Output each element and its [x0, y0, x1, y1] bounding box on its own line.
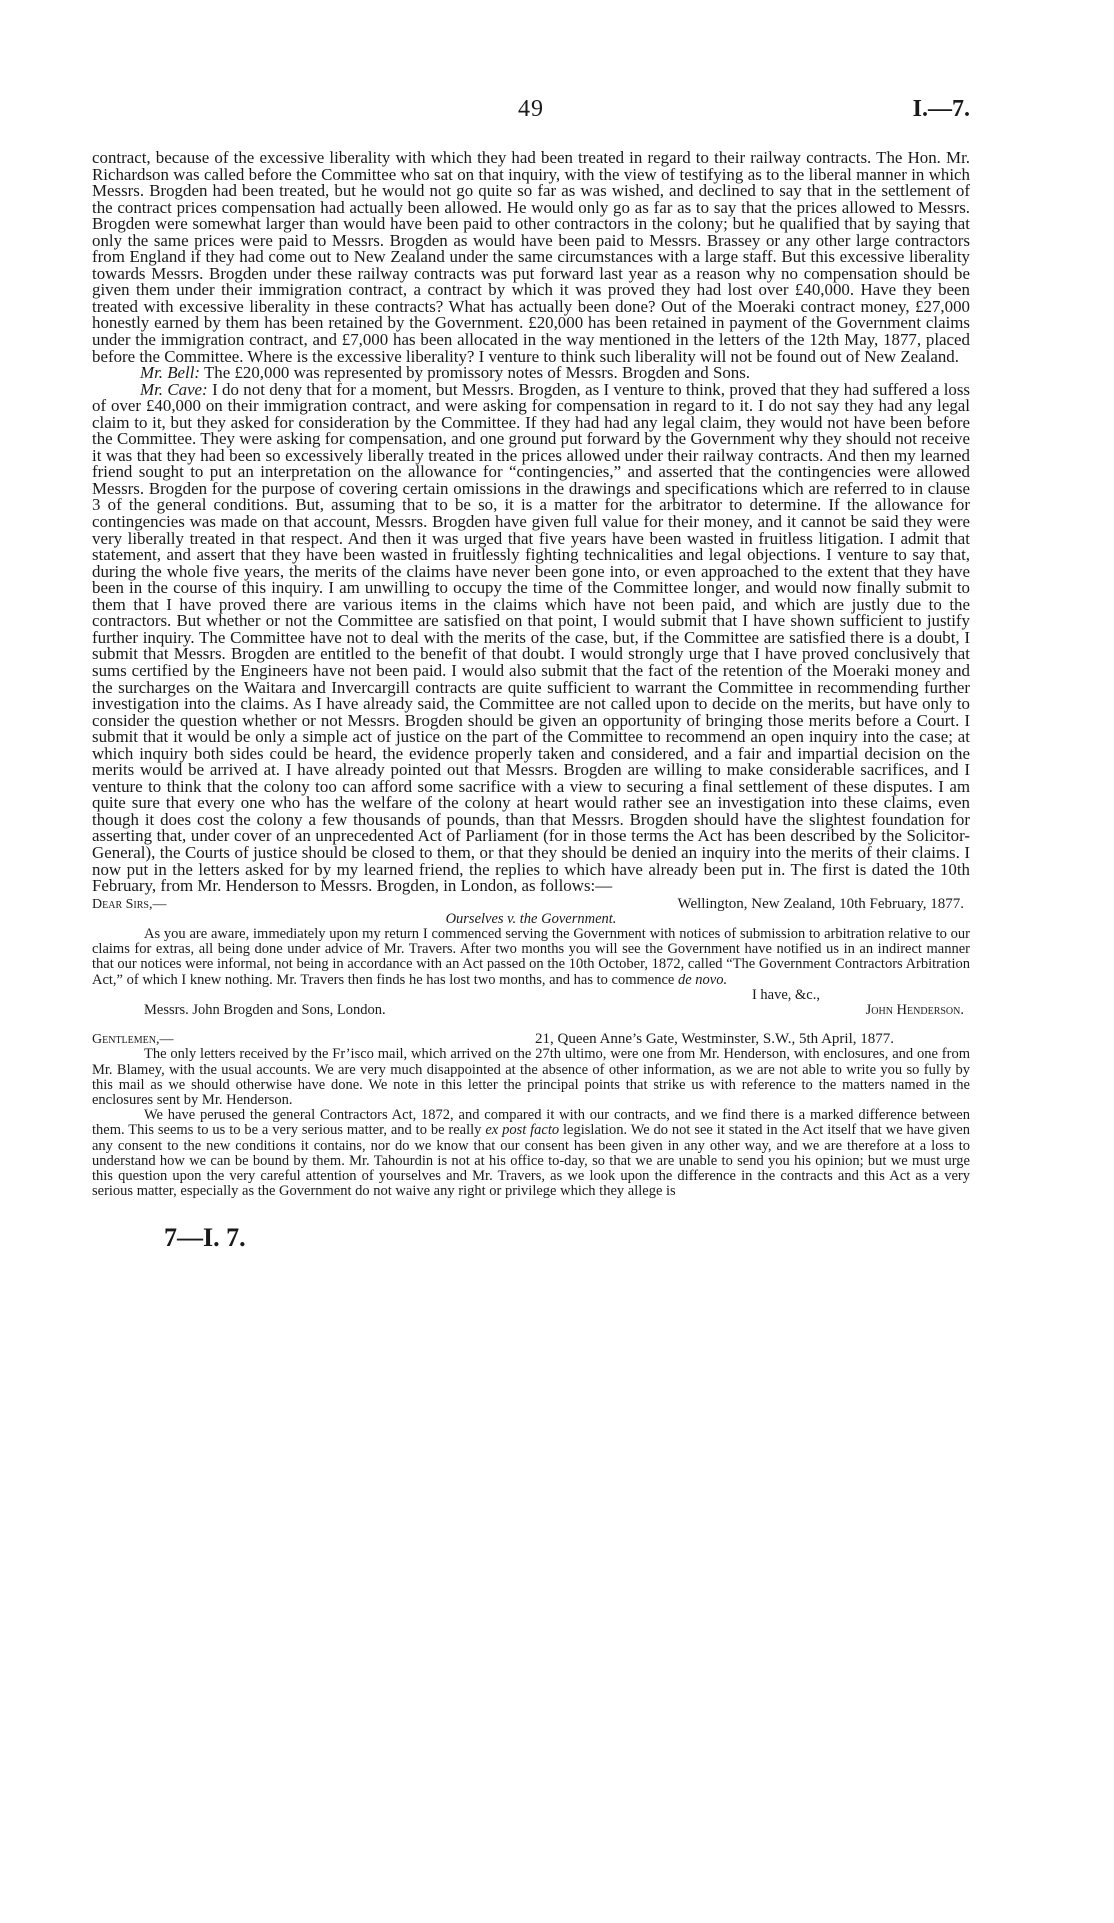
paper-reference: I.—7. [912, 96, 970, 122]
letter-body: The only letters received by the Fr’isco mail, which arrived on the 27th ultimo, were one from Mr. Henderson, with enclosures, and one from Mr. Blamey, with the usual accounts. We are very much disappointed at the absence of other information, as we are not able to write you so fully by this mail as we should otherwise have done. We note in this letter the principal points that strike us with reference to the matters named in the enclosures sent by Mr. Henderson. [92, 1046, 970, 1109]
letter-subject: Ourselves v. the Government. [445, 910, 617, 927]
letter-brogden [92, 1032, 970, 1199]
letter-closing: I have, &c., [751, 986, 820, 1003]
letter-salutation: Gentlemen,— [92, 1032, 174, 1048]
letter-heading [92, 897, 970, 912]
paragraph-text: The £20,000 was represented by promissory notes of Messrs. Brogden and Sons. [203, 363, 751, 383]
letter-place-date: Wellington, New Zealand, 10th February, 1877. [677, 895, 964, 912]
letter-signature: John Henderson. [865, 1002, 964, 1019]
page-number: 49 [518, 96, 544, 122]
document-page [92, 96, 970, 1253]
letter-signoff [92, 1003, 970, 1018]
italic-phrase: de novo. [677, 971, 728, 988]
main-text [92, 150, 970, 895]
letter-heading [92, 1032, 970, 1047]
paragraph-text: I do not deny that for a moment, but Messrs. Brogden, as I venture to think, proved that they had suffered a loss of over £40,000 on their immigration contract, and were asking for compensation in regard to it. I do not say they had any legal claim to it, but they asked for consideration by the Committee. If they had had any legal claim, they would not have been before the Committee. They were asking for compensation, and one ground put forward by the Government why they should not receive it was that they had been so excessively liberally treated in the prices allowed under their railway contracts. And then my learned friend sought to put an interpretation on the allowance for “contingencies,” and asserted that the contingencies were allowed Messrs. Brogden for the purpose of covering certain omissions in the drawings and specifications which are referred to in clause 3 of the general conditions. But, assuming that to be so, it is a matter for the arbitrator to determine. If the allowance for contingencies was made on that account, Messrs. Brogden have given full value for their money, and it cannot be said they were very liberally treated in that respect. And then it was urged that five years have been wasted in fruitless litigation. I admit that statement, and assert that they have been wasted in fruitlessly fighting technicalities and legal objections. I venture to say that, during the whole five years, the merits of the claims have never been gone into, or even approached to the extent that they have been in the course of this inquiry. I am unwilling to occupy the time of the Committee longer, and would now finally submit to them that I have proved there are various items in the claims which have not been paid, and which are justly due to the contractors. But whether or not the Committee are satisfied on that point, I would submit that I have shown sufficient to justify further inquiry. The Committee have not to deal with the merits of the case, but, if the Committee are satisfied there is a doubt, I submit that Messrs. Brogden are entitled to the benefit of that doubt. I would strongly urge that I have proved conclusively that sums certified by the Engineers have not been paid. I would also submit that the fact of the retention of the Moeraki money and the surcharges on the Waitara and Invercargill contracts are quite sufficient to warrant the Committee in recommending further investigation into the claims. As I have already said, the Committee are not called upon to decide on the merits, but have only to consider the question whether or not Messrs. Brogden should be given an opportunity of bringing those merits before a Court. I submit that it would be only a simple act of justice on the part of the Committee to recommend an open inquiry into the case; at which inquiry both sides could be heard, the evidence properly taken and considered, and a fair and impartial decision on the merits would be arrived at. I have already pointed out that Messrs. Brogden are willing to make considerable sacrifices, and I venture to think that the colony too can afford some sacrifice with a view to securing a final settlement of these disputes. I am quite sure that every one who has the welfare of the colony at heart would rather see an investigation into these claims, even though it does cost the colony a few thousands of pounds, than that Messrs. Brogden should have the slightest foundation for asserting that, under cover of an unprecedented Act of Parliament (for in those terms the Act has been described by the Solicitor-General), the Courts of justice should be closed to them, or that they should be denied an inquiry into the merits of their claims. I now put in the letters asked for by my learned friend, the replies to which have already been put in. The first is dated the 10th February, from Mr. Henderson to Messrs. Brogden, in London, as follows:— [92, 379, 971, 896]
paragraph [92, 150, 970, 365]
letter-place-date: 21, Queen Anne’s Gate, Westminster, S.W., 5th April, 1877. [535, 1031, 894, 1048]
signature-mark: 7—I. 7. [164, 1223, 246, 1253]
letter-body: As you are aware, immediately upon my return I commenced serving the Government with notices of submission to arbitration relative to our claims for extras, all being done under advice of Mr. Travers. After two months you will see the Government have notified us in an indirect manner that our notices were informal, not being in accordance with an Act passed on the 10th October, 1872, called “The Government Contractors Arbitration Act,” of which I knew nothing. Mr. Travers then finds he has lost two months, and has to commence de novo. [92, 926, 970, 988]
page-header [92, 96, 970, 130]
letter-henderson [92, 897, 970, 1019]
speaker-name: Mr. Bell: [140, 363, 201, 383]
letter-salutation: Dear Sirs,— [92, 896, 167, 912]
letter-addressee: Messrs. John Brogden and Sons, London. [144, 1002, 386, 1019]
speaker-name: Mr. Cave: [140, 379, 208, 399]
paragraph-text: contract, because of the excessive liberality with which they had been treated in regard to their railway contracts. The Hon. Mr. Richardson was called before the Committee who sat on that inquiry, with the view of testifying as to the liberal manner in which Messrs. Brogden had been treated, but he would not go quite so far as was wished, and declined to say that in the settlement of the contract prices compensation had actually been allowed. He would only go as far as to say that the prices allowed to Messrs. Brogden were somewhat larger than would have been paid to other contractors in the colony; but he qualified that by saying that only the same prices were paid to Messrs. Brogden as would have been paid to Messrs. Brassey or any other large contractors from England if they had come out to New Zealand under the same circumstances with a large staff. But this excessive liberality towards Messrs. Brogden under these railway contracts was put forward last year as a reason why no compensation should be given them under their immigration contract, a contract by which it was proved they had lost over £40,000. Have they been treated with excessive liberality in these contracts? What has actually been done? Out of the Moeraki contract money, £27,000 honestly earned by them has been retained by the Government. £20,000 has been retained in payment of the Government claims under the immigration contract, and £7,000 has been allocated in the way mentioned in the letters of the 12th May, 1877, placed before the Committee. Where is the excessive liberality? I venture to think such liberality will not be found out of New Zealand. [92, 148, 970, 366]
letter-body: We have perused the general Contractors Act, 1872, and compared it with our contracts, and we find there is a marked difference between them. This seems to us to be a very serious matter, and to be really ex post facto legislation. We do not see it stated in the Act itself that we have given any consent to the new conditions it contains, nor do we know that our consent has been given in any other way, and we are therefore at a loss to understand how we can be bound by them. Mr. Tahourdin is not at his office to-day, so that we are unable to send you his opinion; but we must urge this question upon the very careful attention of yourselves and Mr. Travers, as we look upon the difference in the contracts and this Act as a very serious matter, especially as the Government do not waive any right or privilege which they allege is [92, 1107, 970, 1200]
paragraph [92, 379, 971, 896]
italic-phrase: ex post facto [485, 1122, 560, 1139]
